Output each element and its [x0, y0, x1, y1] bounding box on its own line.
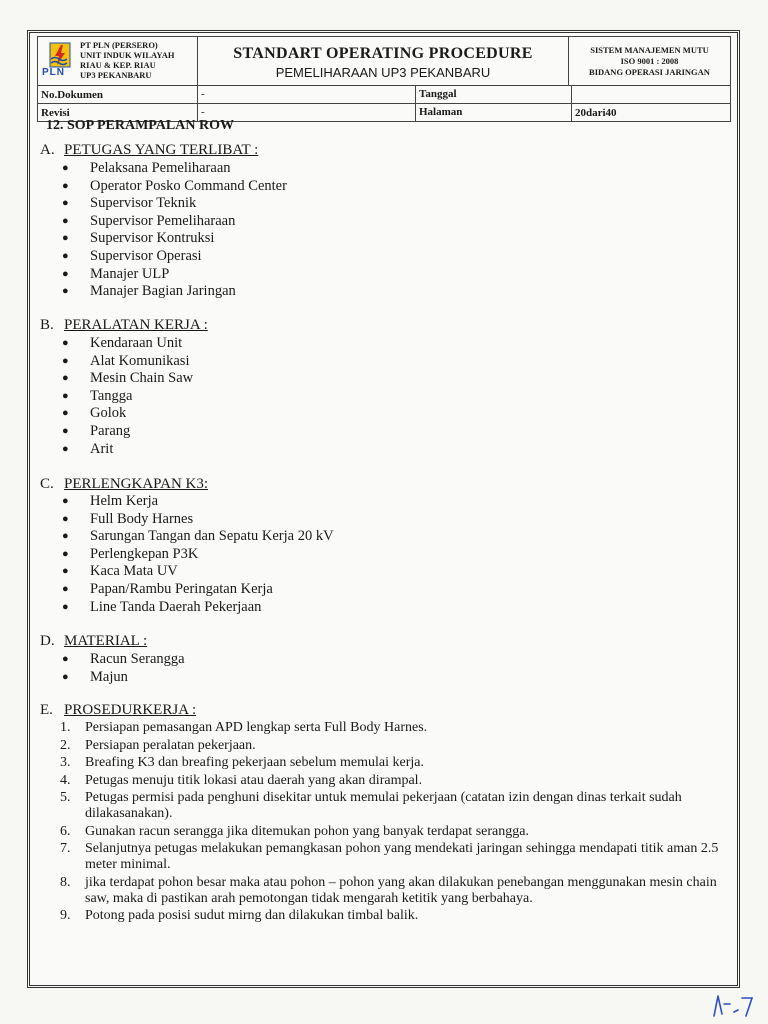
list-item: ● Full Body Harnes	[62, 510, 194, 527]
section-c-heading	[40, 476, 208, 493]
company-cell	[38, 37, 198, 86]
step-item: 4. Petugas menuju titik lokasi atau daerah yang akan dirampal.	[60, 772, 423, 788]
no-dokumen-label: No.Dokumen	[38, 86, 198, 104]
no-dokumen-value: -	[198, 86, 416, 103]
step-item: 7. Selanjutnya petugas melakukan pemangkasan pohon yang mendekati jaringan sehingga mendapati titik aman 2.5 meter minimal.	[60, 841, 719, 872]
step-item: 8. jika terdapat pohon besar maka atau pohon – pohon yang akan dilakukan penebangan menggunakan mesin chain saw, maka di pastikan arah pemotongan tidak mengarah ketitik yang berbahaya.	[60, 874, 717, 906]
list-item: ● Majun	[62, 668, 128, 685]
section-heading: PETUGAS YANG TERLIBAT :	[64, 142, 259, 158]
document-subtitle: PEMELIHARAAN UP3 PEKANBARU	[275, 64, 491, 80]
logo-text: PLN	[42, 67, 65, 78]
list-item: ● Supervisor Teknik	[62, 195, 197, 212]
halaman-value: 20dari40	[575, 106, 617, 119]
list-item: ● Mesin Chain Saw	[62, 370, 194, 387]
section-letter: A.	[40, 142, 55, 158]
section-d-list	[62, 651, 185, 686]
list-item: ● Sarungan Tangan dan Sepatu Kerja 20 kV	[62, 528, 334, 545]
list-item: ● Supervisor Pemeliharaan	[62, 212, 236, 229]
list-item: ● Tangga	[62, 387, 133, 404]
step-item: 3. Breafing K3 dan breafing pekerjaan sebelum memulai kerja.	[60, 755, 424, 770]
list-item: ● Line Tanda Daerah Pekerjaan	[62, 598, 262, 615]
section-heading: MATERIAL :	[64, 633, 148, 649]
list-item: ● Papan/Rambu Peringatan Kerja	[62, 580, 273, 597]
revisi-label: Revisi	[38, 104, 198, 122]
list-item: ● Racun Serangga	[62, 651, 185, 667]
list-item: ● Helm Kerja	[62, 493, 159, 509]
procedure-steps	[60, 720, 720, 926]
halaman-label: Halaman	[416, 104, 572, 121]
section-b-list	[62, 335, 193, 458]
document-header-table	[37, 36, 731, 122]
section-heading: PROSEDURKERJA :	[64, 702, 197, 718]
sop-title: 12. SOP PERAMPALAN ROW	[46, 118, 234, 133]
list-item: ● Supervisor Kontruksi	[62, 230, 215, 247]
list-item: ● Operator Posko Command Center	[62, 177, 287, 194]
list-item: ● Alat Komunikasi	[62, 352, 190, 369]
step-item: 5. Petugas permisi pada penghuni disekitar untuk memulai pekerjaan (catatan izin dengan dinas terkait sudah dilakasanakan).	[60, 790, 682, 821]
title-area	[198, 37, 731, 86]
section-letter: B.	[40, 317, 54, 333]
list-item: ● Kaca Mata UV	[62, 563, 178, 580]
tanggal-label: Tanggal	[416, 86, 572, 103]
company-line: UP3 PEKANBARU	[80, 70, 152, 80]
list-item: ● Kendaraan Unit	[62, 335, 183, 351]
step-item: 6. Gunakan racun serangga jika ditemukan pohon yang banyak terdapat serangga.	[60, 823, 529, 839]
list-item: ● Supervisor Operasi	[62, 247, 202, 264]
company-line: RIAU & KEP. RIAU	[80, 60, 156, 70]
section-e-heading	[40, 702, 196, 719]
step-item: 9. Potong pada posisi sudut mirng dan dilakukan timbal balik.	[60, 908, 419, 923]
section-heading: PERALATAN KERJA :	[64, 317, 208, 333]
system-line: ISO 9001 : 2008	[620, 55, 679, 66]
section-letter: E.	[40, 702, 53, 718]
company-line: PT PLN (PERSERO)	[80, 40, 158, 50]
section-a-heading	[40, 142, 258, 159]
list-item: ● Pelaksana Pemeliharaan	[62, 160, 231, 176]
list-item: ● Manajer Bagian Jaringan	[62, 283, 236, 300]
section-letter: D.	[40, 633, 55, 649]
revisi-value: -	[198, 104, 416, 121]
company-line: UNIT INDUK WILAYAH	[80, 50, 175, 60]
company-name-block	[80, 40, 174, 80]
system-cell	[569, 37, 730, 85]
step-item: 1. Persiapan pemasangan APD lengkap serta Full Body Harnes.	[60, 720, 428, 735]
step-item: 2. Persiapan peralatan pekerjaan.	[60, 737, 256, 753]
document-title: STANDART OPERATING PROCEDURE	[233, 44, 533, 62]
list-item: ● Manajer ULP	[62, 265, 170, 282]
section-c-list	[62, 493, 334, 616]
section-d-heading	[40, 633, 147, 650]
system-line: BIDANG OPERASI JARINGAN	[589, 66, 710, 77]
handwritten-initials-icon	[708, 990, 764, 1020]
section-b-heading	[40, 317, 208, 334]
list-item: ● Arit	[62, 440, 114, 457]
list-item: ● Perlengkepan P3K	[62, 545, 199, 562]
system-line: SISTEM MANAJEMEN MUTU	[590, 44, 709, 55]
section-a-list	[62, 160, 287, 301]
section-heading: PERLENGKAPAN K3:	[64, 476, 209, 492]
section-letter: C.	[40, 476, 54, 492]
list-item: ● Golok	[62, 405, 127, 422]
list-item: ● Parang	[62, 422, 131, 439]
